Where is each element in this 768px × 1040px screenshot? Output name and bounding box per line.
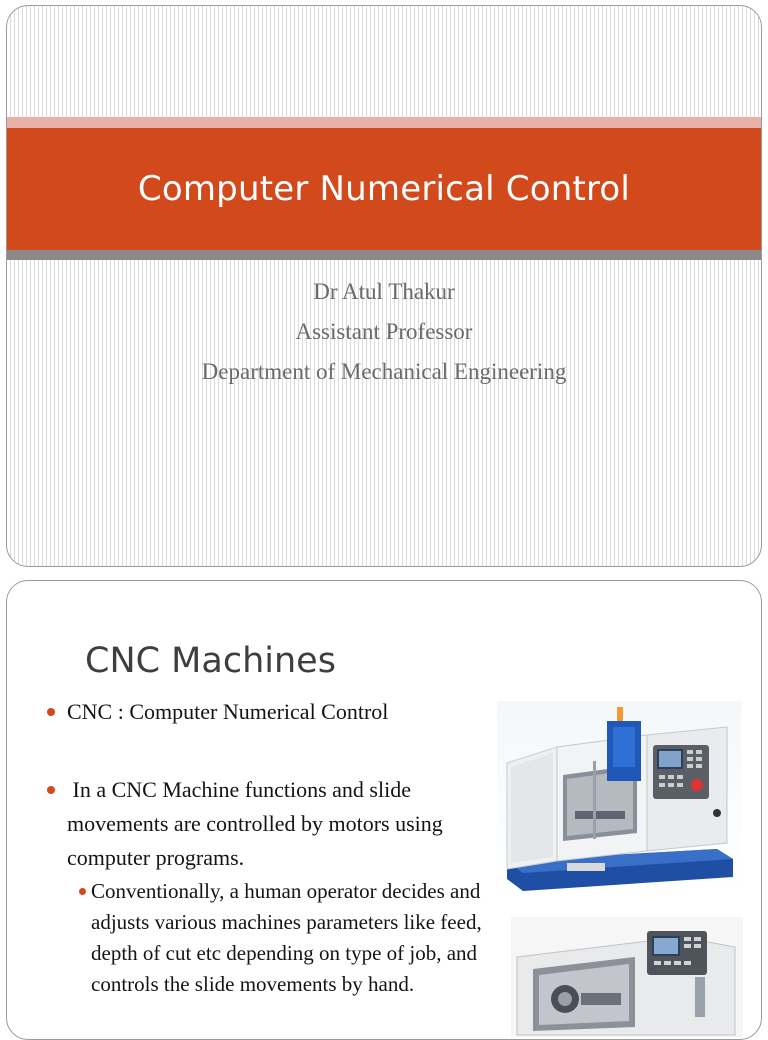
author-department: Department of Mechanical Engineering [201, 359, 567, 384]
title-band [7, 128, 761, 250]
accent-stripe-bottom [7, 250, 761, 260]
author-position: Assistant Professor [295, 319, 473, 344]
bullet-item [67, 773, 467, 875]
cnc-lathe-image [511, 917, 743, 1037]
author-name: Dr Atul Thakur [313, 279, 455, 304]
bullet-dot-icon [47, 786, 55, 794]
bullet-dot-icon [47, 708, 55, 716]
content-slide [6, 580, 762, 1040]
accent-stripe-top [7, 117, 761, 128]
bullet-dot-icon [79, 888, 86, 895]
slide-heading: CNC Machines [85, 641, 336, 681]
bullet-item [67, 695, 467, 729]
sub-bullet-text: Conventionally, a human operator decides and adjusts various machines parameters like feed, depth of cut etc depending on type of job, and controls the slide movements by hand. [91, 879, 482, 996]
bullet-text: In a CNC Machine functions and slide movements are controlled by motors using computer programs. [67, 777, 449, 870]
sub-bullet-item [91, 876, 491, 1000]
vertical-machining-center-image [497, 701, 741, 896]
slide-subtitle [7, 272, 761, 392]
bullet-text: CNC : Computer Numerical Control [67, 699, 389, 724]
title-slide [6, 5, 762, 567]
slide-title: Computer Numerical Control [137, 169, 631, 209]
